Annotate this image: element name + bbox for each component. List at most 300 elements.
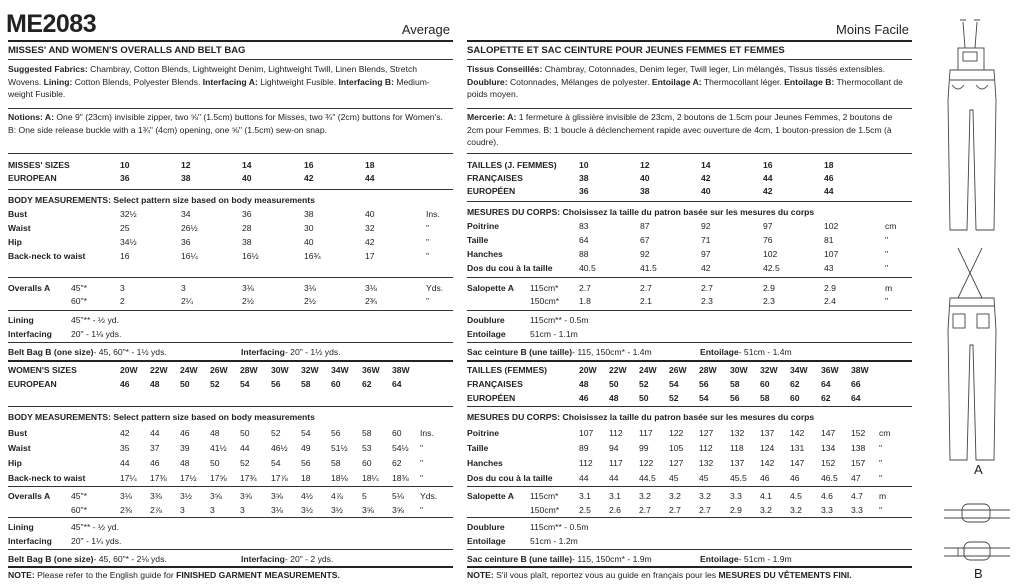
cell: 3⅝ — [210, 491, 222, 501]
cell: 2.7 — [639, 505, 651, 515]
cell: 47 — [851, 473, 861, 483]
cell: " — [426, 223, 430, 233]
cell: 3⅛ — [365, 283, 377, 293]
cell: 51½ — [331, 443, 348, 453]
cell: " — [879, 505, 883, 515]
pattern-code: ME2083 — [6, 10, 97, 38]
cell: 48 — [579, 379, 589, 389]
cell: 3½ — [180, 491, 192, 501]
cell: " — [879, 473, 883, 483]
cell: 4.1 — [760, 491, 772, 501]
european-size-row — [8, 378, 453, 390]
cell: 16¾ — [304, 251, 321, 261]
cell: 46 — [579, 393, 589, 403]
row-label: Interfacing — [8, 536, 52, 546]
divider — [8, 406, 453, 407]
row-label: Taille — [467, 235, 489, 245]
cell: 32½ — [120, 209, 137, 219]
body-measurements-heading-row — [8, 411, 453, 423]
row-label: Bust — [8, 209, 28, 219]
divider — [8, 153, 453, 154]
note-text: NOTE: S'il vous plaît, reportez vous au guide en français pour les MESURES DU VÊTEMENTS FINI. — [467, 570, 852, 580]
cell: 58 — [362, 428, 372, 438]
cell: 54 — [301, 428, 311, 438]
cell: 138 — [851, 443, 866, 453]
belt-bag-interfacing-row — [8, 346, 453, 358]
row-label: FRANÇAISES — [467, 173, 523, 183]
cell: 58 — [331, 458, 341, 468]
cell: 26½ — [181, 223, 198, 233]
cell: 56 — [301, 458, 311, 468]
cell: 3.1 — [579, 491, 591, 501]
cell: 2⅜ — [120, 505, 132, 515]
technical-drawings — [920, 0, 1036, 582]
cell: " — [426, 251, 430, 261]
cell: 44 — [609, 473, 619, 483]
cell: 131 — [790, 443, 805, 453]
cell: 62 — [821, 393, 831, 403]
cell: 36 — [120, 173, 130, 183]
cell: 26W — [210, 365, 228, 375]
belt-bag-interfacing-row — [467, 346, 912, 358]
row-label: EUROPÉEN — [467, 186, 516, 196]
row-label: Overalls A — [8, 283, 51, 293]
belt-bag-interfacing: Interfacing - 20" - 1½ yds. — [241, 347, 341, 357]
measure-row — [8, 457, 453, 469]
cell: 44 — [240, 443, 250, 453]
lining-row — [8, 314, 453, 326]
cell: 48 — [210, 428, 220, 438]
body-measurements-heading: BODY MEASUREMENTS: Select pattern size based on body measurements — [8, 195, 315, 205]
cell: 3.2 — [790, 505, 802, 515]
cell: 3⅛ — [304, 283, 316, 293]
cell: 97 — [701, 249, 711, 259]
divider — [8, 566, 453, 568]
cell: 2.3 — [763, 296, 775, 306]
body-measurements-heading: BODY MEASUREMENTS: Select pattern size based on body measurements — [8, 412, 315, 422]
cell: 3⅜ — [150, 491, 162, 501]
cell: 3.2 — [639, 491, 651, 501]
cell: 10 — [120, 160, 130, 170]
cell: 56 — [699, 379, 709, 389]
cell: 137 — [730, 458, 745, 468]
cell: 89 — [579, 443, 589, 453]
cell: 43 — [824, 263, 834, 273]
cell: 132 — [699, 458, 714, 468]
lining-row — [467, 314, 912, 326]
notions-text: Mercerie: A: 1 fermeture à glissière invisible de 23cm, 2 boutons de 1.5cm pour Jeunes Femmes, 2 boutons de 2cm pour Femmes. B: 1 boucle à déclenchement rapide avec ouverture de 4cm, 1 bouton-pression de 1.5cm (à coudre). — [467, 112, 893, 147]
cell: 150cm* — [530, 505, 560, 515]
divider — [8, 277, 453, 278]
cell: 2.9 — [824, 283, 836, 293]
cell: 2¾ — [365, 296, 377, 306]
cell: 2.1 — [640, 296, 652, 306]
section-title: SALOPETTE ET SAC CEINTURE POUR JEUNES FEMMES ET FEMMES — [467, 45, 785, 56]
cell: 52 — [669, 393, 679, 403]
cell: 152 — [821, 458, 836, 468]
measure-row — [8, 427, 453, 439]
divider — [8, 549, 453, 550]
cell: 152 — [851, 428, 866, 438]
cell: 38W — [851, 365, 869, 375]
cell: 48 — [609, 393, 619, 403]
cell: 17⅜ — [150, 473, 167, 483]
cell: 44 — [365, 173, 375, 183]
measure-row — [8, 442, 453, 454]
cell: 2.7 — [701, 283, 713, 293]
divider — [8, 40, 453, 42]
cell: 3½ — [331, 505, 343, 515]
cell: 147 — [790, 458, 805, 468]
cell: 10 — [579, 160, 589, 170]
cell: 2⅞ — [150, 505, 162, 515]
cell: 54 — [271, 458, 281, 468]
cell: 64 — [392, 379, 402, 389]
cell: 60 — [790, 393, 800, 403]
cell: 2.3 — [701, 296, 713, 306]
cell: 44 — [824, 186, 834, 196]
cell: 117 — [609, 458, 623, 468]
cell: 45"* — [71, 491, 87, 501]
lining-row — [8, 521, 453, 533]
cell: 46 — [824, 173, 834, 183]
cell: 36 — [579, 186, 589, 196]
cell: 42 — [763, 186, 773, 196]
cell: 147 — [821, 428, 836, 438]
difficulty-label: Average — [401, 22, 450, 37]
belt-bag-interfacing-row — [8, 553, 453, 565]
cell: 60"* — [71, 505, 87, 515]
cell: 50 — [180, 379, 190, 389]
cell: 3⅝ — [240, 491, 252, 501]
cell: 102 — [824, 221, 839, 231]
measure-row — [8, 222, 453, 234]
cell: 46 — [120, 379, 130, 389]
row-label: Salopette A — [467, 491, 514, 501]
divider — [467, 59, 912, 60]
cell: 3.3 — [821, 505, 833, 515]
cell: 37 — [150, 443, 160, 453]
cell: 44 — [763, 173, 773, 183]
size-row — [467, 364, 912, 376]
french-size-row — [467, 172, 912, 184]
divider — [8, 108, 453, 109]
cell: 3 — [240, 505, 245, 515]
european-size-row — [467, 392, 912, 404]
fabrics-text: Suggested Fabrics: Chambray, Cotton Blends, Lightweight Denim, Lightweight Twill, Linen Blends, Stretch Wovens. Lining: Cotton Blends, Polyester Blends. Interfacing A: Lightweight Fusible. Interfacing B: Medium-weight Fusible. — [8, 64, 430, 99]
measure-row — [467, 262, 912, 274]
cell: 18⅛ — [331, 473, 348, 483]
cell: 20" - 1¼ yds. — [71, 536, 122, 546]
cell: 34½ — [120, 237, 137, 247]
divider — [467, 517, 912, 518]
cell: " — [420, 505, 424, 515]
cell: " — [420, 458, 424, 468]
cell: 115cm** - 0.5m — [530, 315, 589, 325]
cell: 99 — [639, 443, 649, 453]
size-row — [8, 159, 453, 171]
row-label: Back-neck to waist — [8, 473, 86, 483]
cell: 45.5 — [730, 473, 747, 483]
cell: 112 — [609, 428, 623, 438]
cell: 52 — [240, 458, 250, 468]
cell: 36W — [362, 365, 380, 375]
cell: 3.2 — [760, 505, 772, 515]
size-row — [8, 364, 453, 376]
divider — [467, 566, 912, 568]
european-size-row — [8, 172, 453, 184]
cell: Ins. — [426, 209, 440, 219]
cell: 46 — [790, 473, 800, 483]
cell: 60 — [331, 379, 341, 389]
cell: 62 — [790, 379, 800, 389]
cell: 2.7 — [579, 283, 591, 293]
divider — [467, 40, 912, 42]
cell: 3⅛ — [271, 505, 283, 515]
cell: 1.8 — [579, 296, 591, 306]
row-label: Entoilage — [467, 329, 506, 339]
cell: 17⅝ — [210, 473, 227, 483]
cell: 81 — [824, 235, 834, 245]
row-label: Hanches — [467, 249, 503, 259]
divider — [467, 549, 912, 550]
cell: " — [885, 235, 889, 245]
cell: 48 — [150, 379, 160, 389]
cell: 52 — [271, 428, 281, 438]
cell: 54½ — [392, 443, 409, 453]
french-size-row — [467, 378, 912, 390]
cell: 30W — [730, 365, 748, 375]
lining-row — [467, 521, 912, 533]
row-label: Poitrine — [467, 221, 499, 231]
english-column — [8, 0, 453, 582]
cell: 2.7 — [699, 505, 711, 515]
row-label: Entoilage — [467, 536, 506, 546]
divider — [467, 360, 912, 362]
cell: 17¾ — [240, 473, 257, 483]
row-label: Lining — [8, 315, 34, 325]
cell: cm — [879, 428, 891, 438]
cell: 36W — [821, 365, 839, 375]
row-label: Hanches — [467, 458, 503, 468]
row-label: Back-neck to waist — [8, 251, 86, 261]
cell: 20" - 1⅛ yds. — [71, 329, 122, 339]
row-label: Lining — [8, 522, 34, 532]
cell: 112 — [699, 443, 713, 453]
cell: 115cm* — [530, 283, 559, 293]
cell: 3.2 — [699, 491, 711, 501]
cell: Yds. — [420, 491, 438, 501]
cell: 48 — [180, 458, 190, 468]
cell: 3.3 — [851, 505, 863, 515]
cell: 38 — [640, 186, 650, 196]
divider — [8, 189, 453, 190]
cell: " — [885, 263, 889, 273]
cell: 62 — [392, 458, 402, 468]
body-measurements-heading-row — [467, 411, 912, 423]
cell: 97 — [763, 221, 773, 231]
cell: 117 — [639, 428, 653, 438]
measure-row — [467, 234, 912, 246]
cell: 56 — [730, 393, 740, 403]
row-label: Hip — [8, 458, 22, 468]
cell: 20W — [120, 365, 138, 375]
cell: " — [885, 296, 889, 306]
cell: 102 — [763, 249, 778, 259]
belt-bag-interfacing: Interfacing - 20" - 2 yds. — [241, 554, 334, 564]
size-row — [467, 159, 912, 171]
cell: 45"** - ½ yd. — [71, 315, 119, 325]
row-label: Bust — [8, 428, 28, 438]
cell: 28W — [699, 365, 717, 375]
belt-bag-yardage: Sac ceinture B (une taille) - 115, 150cm* - 1.9m — [467, 554, 652, 564]
cell: 3 — [120, 283, 125, 293]
cell: 32W — [760, 365, 778, 375]
cell: 115cm** - 0.5m — [530, 522, 589, 532]
cell: 76 — [763, 235, 773, 245]
measure-row — [467, 442, 912, 454]
cell: 18 — [365, 160, 375, 170]
cell: 3⅝ — [362, 505, 374, 515]
cell: " — [426, 296, 430, 306]
cell: 67 — [640, 235, 650, 245]
cell: 60 — [362, 458, 372, 468]
row-label: Doublure — [467, 522, 505, 532]
measure-row — [8, 208, 453, 220]
yardage-row — [8, 504, 453, 516]
row-label: EUROPÉEN — [467, 393, 516, 403]
cell: 16 — [120, 251, 130, 261]
cell: m — [885, 283, 893, 293]
difficulty-label: Moins Facile — [836, 22, 909, 37]
cell: " — [426, 237, 430, 247]
cell: 45 — [669, 473, 679, 483]
cell: 112 — [579, 458, 593, 468]
measure-row — [467, 472, 912, 484]
cell: 39 — [180, 443, 190, 453]
cell: cm — [885, 221, 897, 231]
cell: 38W — [392, 365, 410, 375]
cell: 60 — [392, 428, 402, 438]
belt-bag-interfacing: Entoilage - 51cm - 1.4m — [700, 347, 792, 357]
divider — [467, 342, 912, 343]
cell: 40 — [304, 237, 314, 247]
cell: 3⅛ — [120, 491, 132, 501]
divider — [8, 342, 453, 343]
cell: 38 — [579, 173, 589, 183]
cell: Yds. — [426, 283, 444, 293]
yardage-row — [467, 295, 912, 307]
cell: 127 — [699, 428, 714, 438]
row-label: MISSES' SIZES — [8, 160, 70, 170]
cell: 30 — [304, 223, 314, 233]
cell: " — [420, 473, 424, 483]
cell: 18 — [301, 473, 311, 483]
cell: 142 — [790, 428, 805, 438]
cell: 26W — [669, 365, 687, 375]
cell: 3½ — [301, 505, 313, 515]
interfacing-row — [467, 328, 912, 340]
belt-bag-yardage: Sac ceinture B (une taille) - 115, 150cm* - 1.4m — [467, 347, 652, 357]
body-measurements-heading: MESURES DU CORPS: Choisissez la taille du patron basée sur les mesures du corps — [467, 207, 815, 217]
belt-bag-yardage: Belt Bag B (one size) - 45, 60"* - 2⅛ yds. — [8, 554, 167, 564]
row-label: WOMEN'S SIZES — [8, 365, 77, 375]
cell: 94 — [609, 443, 619, 453]
cell: 88 — [579, 249, 589, 259]
row-label: Poitrine — [467, 428, 499, 438]
cell: 107 — [824, 249, 839, 259]
cell: 41½ — [210, 443, 227, 453]
body-measurements-heading-row — [467, 206, 912, 218]
cell: " — [885, 249, 889, 259]
cell: 34W — [790, 365, 808, 375]
view-a-label: A — [974, 462, 983, 477]
row-label: Salopette A — [467, 283, 514, 293]
divider — [467, 406, 912, 407]
cell: 32 — [365, 223, 375, 233]
divider — [8, 360, 453, 362]
divider — [467, 108, 912, 109]
cell: 42 — [701, 263, 711, 273]
cell: 17½ — [180, 473, 197, 483]
cell: 12 — [181, 160, 191, 170]
cell: 50 — [240, 428, 250, 438]
cell: 58 — [301, 379, 311, 389]
cell: 92 — [640, 249, 650, 259]
yardage-row — [8, 295, 453, 307]
cell: 50 — [210, 458, 220, 468]
divider — [8, 517, 453, 518]
cell: 62 — [362, 379, 372, 389]
cell: 28W — [240, 365, 258, 375]
cell: 137 — [760, 428, 775, 438]
cell: 32W — [301, 365, 319, 375]
cell: 51cm - 1.1m — [530, 329, 578, 339]
cell: 3⅝ — [271, 491, 283, 501]
cell: 107 — [579, 428, 594, 438]
cell: 40.5 — [579, 263, 596, 273]
cell: 3 — [181, 283, 186, 293]
cell: 46.5 — [821, 473, 838, 483]
cell: 142 — [760, 458, 775, 468]
cell: 66 — [851, 379, 861, 389]
cell: 18 — [824, 160, 834, 170]
cell: 42 — [365, 237, 375, 247]
cell: 115cm* — [530, 491, 559, 501]
cell: 50 — [609, 379, 619, 389]
cell: 58 — [760, 393, 770, 403]
measure-row — [8, 472, 453, 484]
cell: 42 — [701, 173, 711, 183]
cell: 46 — [150, 458, 160, 468]
cell: 3.2 — [669, 491, 681, 501]
cell: 3 — [180, 505, 185, 515]
cell: 44 — [579, 473, 589, 483]
cell: 2.5 — [579, 505, 591, 515]
cell: 83 — [579, 221, 589, 231]
measure-row — [8, 236, 453, 248]
divider — [8, 310, 453, 311]
yardage-row — [8, 490, 453, 502]
cell: 122 — [669, 428, 684, 438]
garment-sketches — [920, 0, 1036, 582]
yardage-row — [467, 490, 912, 502]
cell: 18⅜ — [392, 473, 409, 483]
cell: 44.5 — [639, 473, 656, 483]
cell: 52 — [639, 379, 649, 389]
cell: 3.3 — [730, 491, 742, 501]
cell: 22W — [609, 365, 627, 375]
